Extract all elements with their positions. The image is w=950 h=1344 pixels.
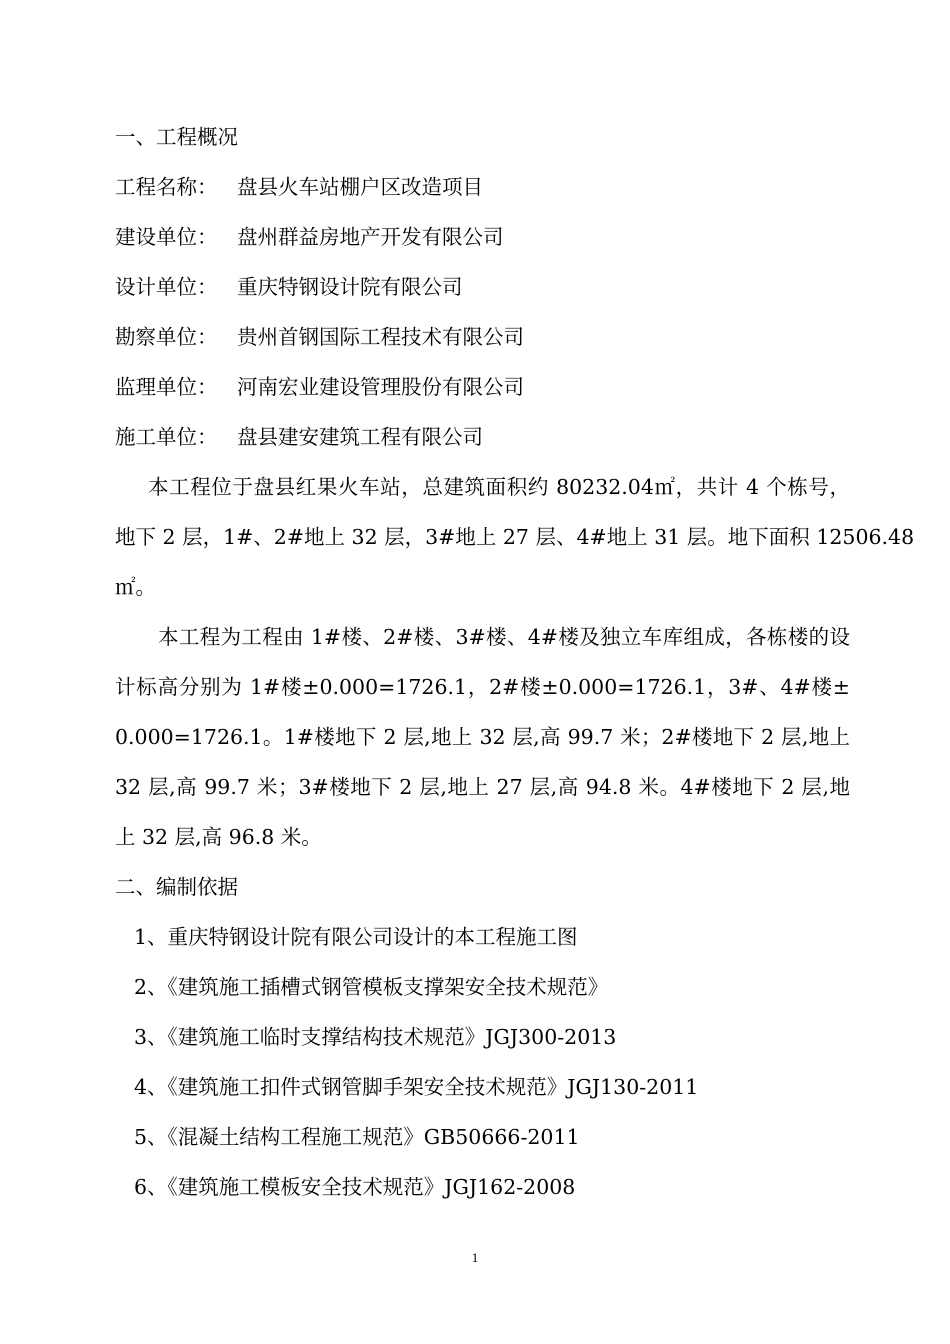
- field-design-unit: [115, 274, 463, 300]
- list-item: 5、《混凝土结构工程施工规范》GB50666-2011: [134, 1125, 580, 1149]
- page-number: 1: [471, 1250, 479, 1265]
- list-item: 1、重庆特钢设计院有限公司设计的本工程施工图: [134, 925, 578, 949]
- field-supervision-unit: [115, 374, 524, 400]
- list-item: 4、《建筑施工扣件式钢管脚手架安全技术规范》JGJ130-2011: [134, 1075, 699, 1099]
- field-value: 贵州首钢国际工程技术有限公司: [237, 325, 524, 349]
- field-label: 施工单位：: [115, 425, 218, 449]
- field-label: 建设单位：: [115, 225, 218, 249]
- field-value: 重庆特钢设计院有限公司: [237, 275, 463, 299]
- list-item: 3、《建筑施工临时支撑结构技术规范》JGJ300-2013: [134, 1025, 617, 1049]
- field-survey-unit: [115, 324, 524, 350]
- field-value: 盘州群益房地产开发有限公司: [237, 225, 504, 249]
- paragraph-location-line: ㎡。: [115, 575, 156, 599]
- field-project-name: [115, 174, 483, 200]
- paragraph-composition-line: 计标高分别为 1#楼±0.000=1726.1，2#楼±0.000=1726.1，3#、4#楼±: [115, 675, 850, 699]
- field-label: 监理单位：: [115, 375, 218, 399]
- field-value: 盘县火车站棚户区改造项目: [237, 175, 483, 199]
- paragraph-location-line: 地下 2 层，1#、2#地上 32 层，3#地上 27 层、4#地上 31 层。地下面积 12506.48: [115, 525, 915, 549]
- field-value: 盘县建安建筑工程有限公司: [237, 425, 483, 449]
- field-construction-unit: [115, 224, 504, 250]
- paragraph-location-line: 本工程位于盘县红果火车站，总建筑面积约 80232.04㎡，共计 4 个栋号，: [148, 475, 850, 499]
- field-label: 勘察单位：: [115, 325, 218, 349]
- section-heading-overview: 一、工程概况: [115, 125, 238, 149]
- field-label: 设计单位：: [115, 275, 218, 299]
- paragraph-composition-line: 上 32 层,高 96.8 米。: [115, 825, 322, 849]
- paragraph-composition-line: 32 层,高 99.7 米；3#楼地下 2 层,地上 27 层,高 94.8 米。4#楼地下 2 层,地: [115, 775, 850, 799]
- field-contractor-unit: [115, 424, 483, 450]
- paragraph-composition-line: 本工程为工程由 1#楼、2#楼、3#楼、4#楼及独立车库组成，各栋楼的设: [158, 625, 850, 649]
- list-item: 6、《建筑施工模板安全技术规范》JGJ162-2008: [134, 1175, 576, 1199]
- field-label: 工程名称：: [115, 175, 218, 199]
- paragraph-composition-line: 0.000=1726.1。1#楼地下 2 层,地上 32 层,高 99.7 米；2#楼地下 2 层,地上: [115, 725, 850, 749]
- section-heading-basis: 二、编制依据: [115, 875, 238, 899]
- list-item: 2、《建筑施工插槽式钢管模板支撑架安全技术规范》: [134, 975, 609, 999]
- field-value: 河南宏业建设管理股份有限公司: [237, 375, 524, 399]
